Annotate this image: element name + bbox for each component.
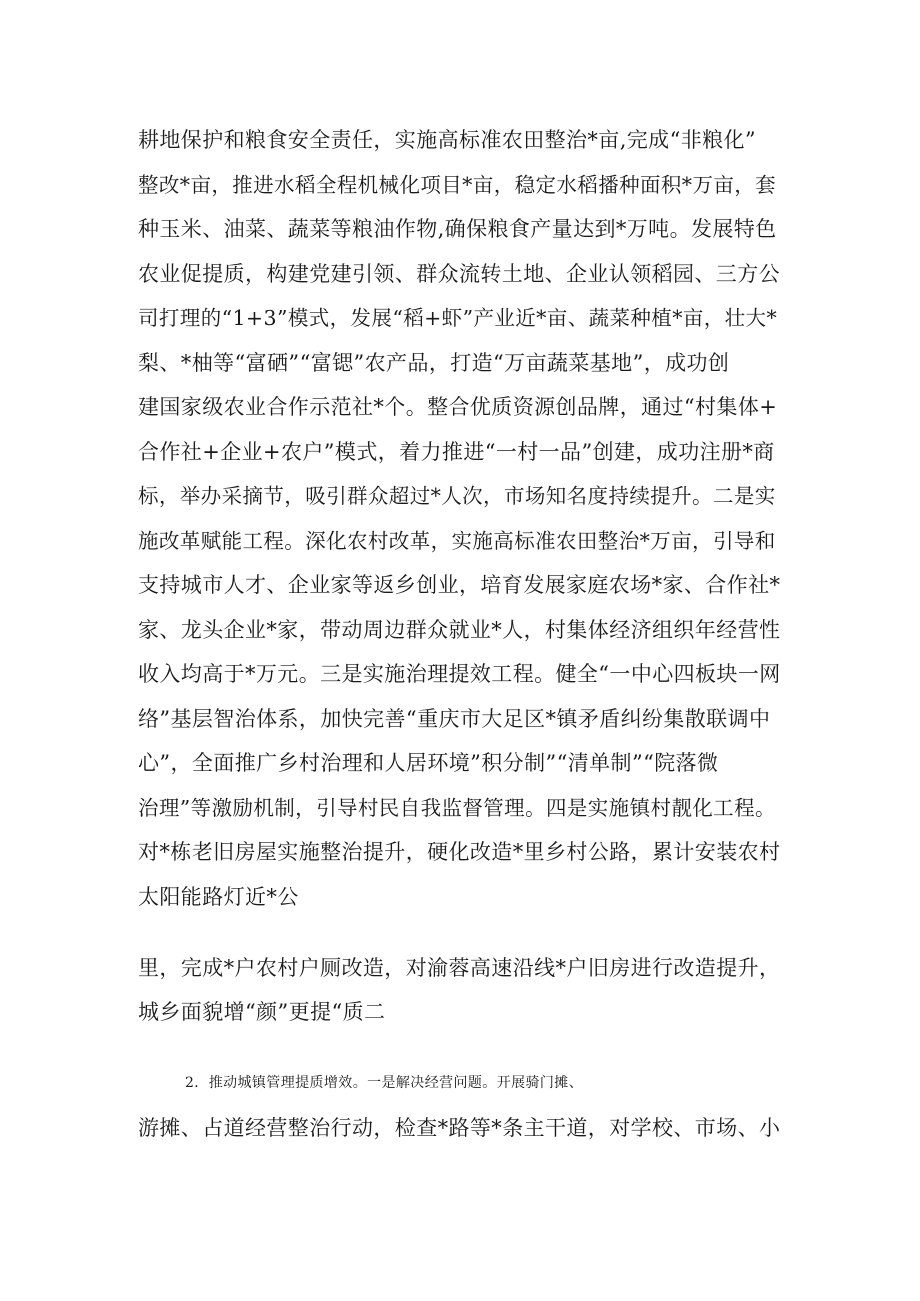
body-text-line: 里，完成*户农村户厕改造，对渝蓉高速沿线*户旧房进行改造提升， — [138, 956, 781, 980]
body-text-line: 耕地保护和粮食安全责任，实施高标准农田整治*亩,完成“非粮化” — [138, 128, 757, 152]
body-text-line: 治理”等激励机制，引导村民自我监督管理。四是实施镇村靓化工程。 — [138, 796, 776, 820]
body-text-line: 整改*亩，推进水稻全程机械化项目*亩，稳定水稻播种面积*万亩，套 — [138, 173, 777, 197]
body-text-line: 司打理的“1+3”模式，发展“稻+虾”产业近*亩、蔬菜种植*亩，壮大* — [138, 306, 778, 330]
body-text-line: 对*栋老旧房屋实施整治提升，硬化改造*里乡村公路，累计安装农村 — [138, 840, 781, 864]
body-text-line: 太阳能路灯近*公 — [138, 885, 299, 909]
body-text-line: 收入均高于*万元。三是实施治理提效工程。健全“一中心四板块一网 — [138, 662, 781, 686]
body-text-line: 心”，全面推广乡村治理和人居环境”积分制”“清单制”“院落微 — [138, 751, 719, 775]
body-text-line: 城乡面貌增“颜”更提“质二 — [138, 1000, 386, 1024]
body-text-line: 标，举办采摘节，吸引群众超过*人次，市场知名度持续提升。二是实 — [138, 484, 776, 508]
body-text-line: 农业促提质，构建党建引领、群众流转土地、企业认领稻园、三方公 — [138, 262, 780, 286]
body-text-line: 络”基层智治体系，加快完善“重庆市大足区*镇矛盾纠纷集散联调中 — [138, 707, 771, 731]
body-text-line: 合作社+企业+农户”模式，着力推进“一村一品”创建，成功注册*商 — [138, 440, 775, 464]
body-text-line: 支持城市人才、企业家等返乡创业，培育发展家庭农场*家、合作社* — [138, 573, 781, 597]
body-text-line: 种玉米、油菜、蔬菜等粮油作物,确保粮食产量达到*万吨。发展特色 — [138, 217, 777, 241]
section-heading-line: 2．推动城镇管理提质增效。一是解决经营问题。开展骑门摊、 — [185, 1075, 584, 1091]
body-text-line: 梨、*柚等“富硒”“富锶”农产品，打造“万亩蔬菜基地”，成功创 — [138, 351, 730, 375]
body-text-line: 建国家级农业合作示范社*个。整合优质资源创品牌，通过“村集体+ — [138, 395, 778, 419]
body-text-line: 游摊、占道经营整治行动，检查*路等*条主干道，对学校、市场、小 — [138, 1116, 781, 1140]
body-text-line: 家、龙头企业*家，带动周边群众就业*人，村集体经济组织年经营性 — [138, 618, 781, 642]
body-text-line: 施改革赋能工程。深化农村改革，实施高标准农田整治*万亩，引导和 — [138, 529, 776, 553]
